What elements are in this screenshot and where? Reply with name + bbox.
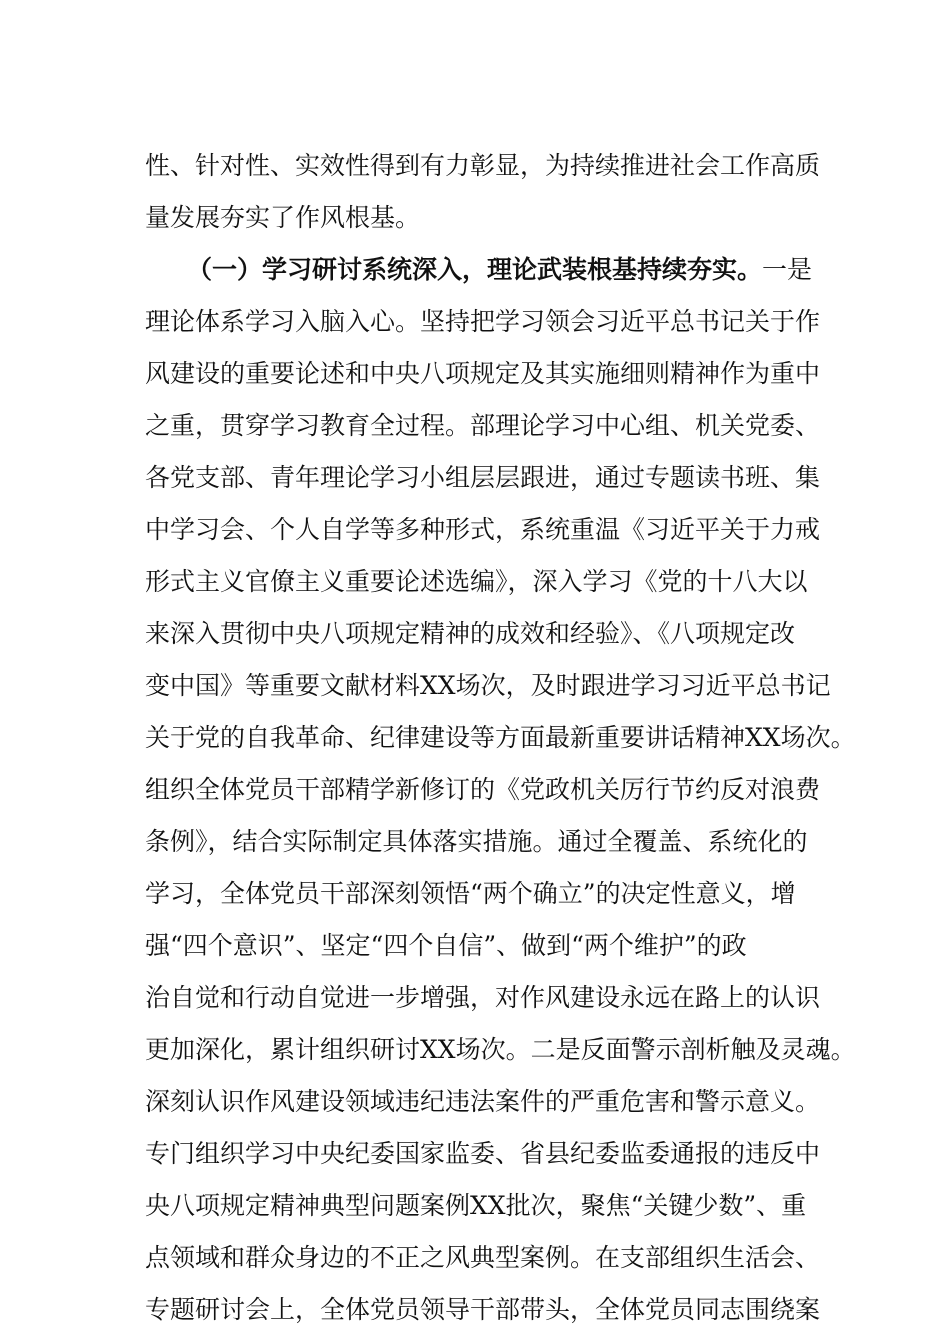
section-heading: （一）学习研讨系统深入，理论武装根基持续夯实。 [187, 255, 763, 284]
text-line: 深刻认识作风建设领域违纪违法案件的严重危害和警示意义。 [145, 1087, 821, 1116]
text-line: 性、针对性、实效性得到有力彰显，为持续推进社会工作高质 [145, 151, 821, 180]
text-line: 来深入贯彻中央八项规定精神的成效和经验》、《八项规定改 [145, 619, 796, 648]
text-line: 组织全体党员干部精学新修订的《党政机关厉行节约反对浪费 [145, 775, 821, 804]
text-line: 风建设的重要论述和中央八项规定及其实施细则精神作为重中 [145, 359, 821, 388]
text-line: 关于党的自我革命、纪律建设等方面最新重要讲话精神XX场次。 [145, 723, 856, 752]
text-line: 中学习会、个人自学等多种形式，系统重温《习近平关于力戒 [145, 515, 821, 544]
text-line: 条例》，结合实际制定具体落实措施。通过全覆盖、系统化的 [145, 827, 808, 856]
text-line: 更加深化，累计组织研讨XX场次。二是反面警示剖析触及灵魂。 [145, 1035, 856, 1064]
text-line: 点领域和群众身边的不正之风典型案例。在支部组织生活会、 [145, 1243, 821, 1272]
text-line: 各党支部、青年理论学习小组层层跟进，通过专题读书班、集 [145, 463, 821, 492]
text-line: 变中国》等重要文献材料XX场次，及时跟进学习习近平总书记 [145, 671, 831, 700]
text-line: 治自觉和行动自觉进一步增强，对作风建设永远在路上的认识 [145, 983, 821, 1012]
section-heading-line [145, 244, 825, 296]
text-line: 专门组织学习中央纪委国家监委、省县纪委监委通报的违反中 [145, 1139, 821, 1168]
text-line: 学习，全体党员干部深刻领悟“两个确立”的决定性意义，增 [145, 879, 796, 908]
text-line: 形式主义官僚主义重要论述选编》，深入学习《党的十八大以 [145, 567, 808, 596]
text-line: 央八项规定精神典型问题案例XX批次，聚焦“关键少数”、重 [145, 1191, 807, 1220]
text-line: 理论体系学习入脑入心。坚持把学习领会习近平总书记关于作 [145, 307, 821, 336]
text-line: 强“四个意识”、坚定“四个自信”、做到“两个维护”的政 [145, 931, 747, 960]
body-text [145, 140, 856, 1336]
text-line: 专题研讨会上，全体党员领导干部带头，全体党员同志围绕案 [145, 1295, 821, 1324]
text-run: 一是 [762, 255, 813, 284]
text-line: 量发展夯实了作风根基。 [145, 203, 421, 232]
text-line: 之重，贯穿学习教育全过程。部理论学习中心组、机关党委、 [145, 411, 821, 440]
